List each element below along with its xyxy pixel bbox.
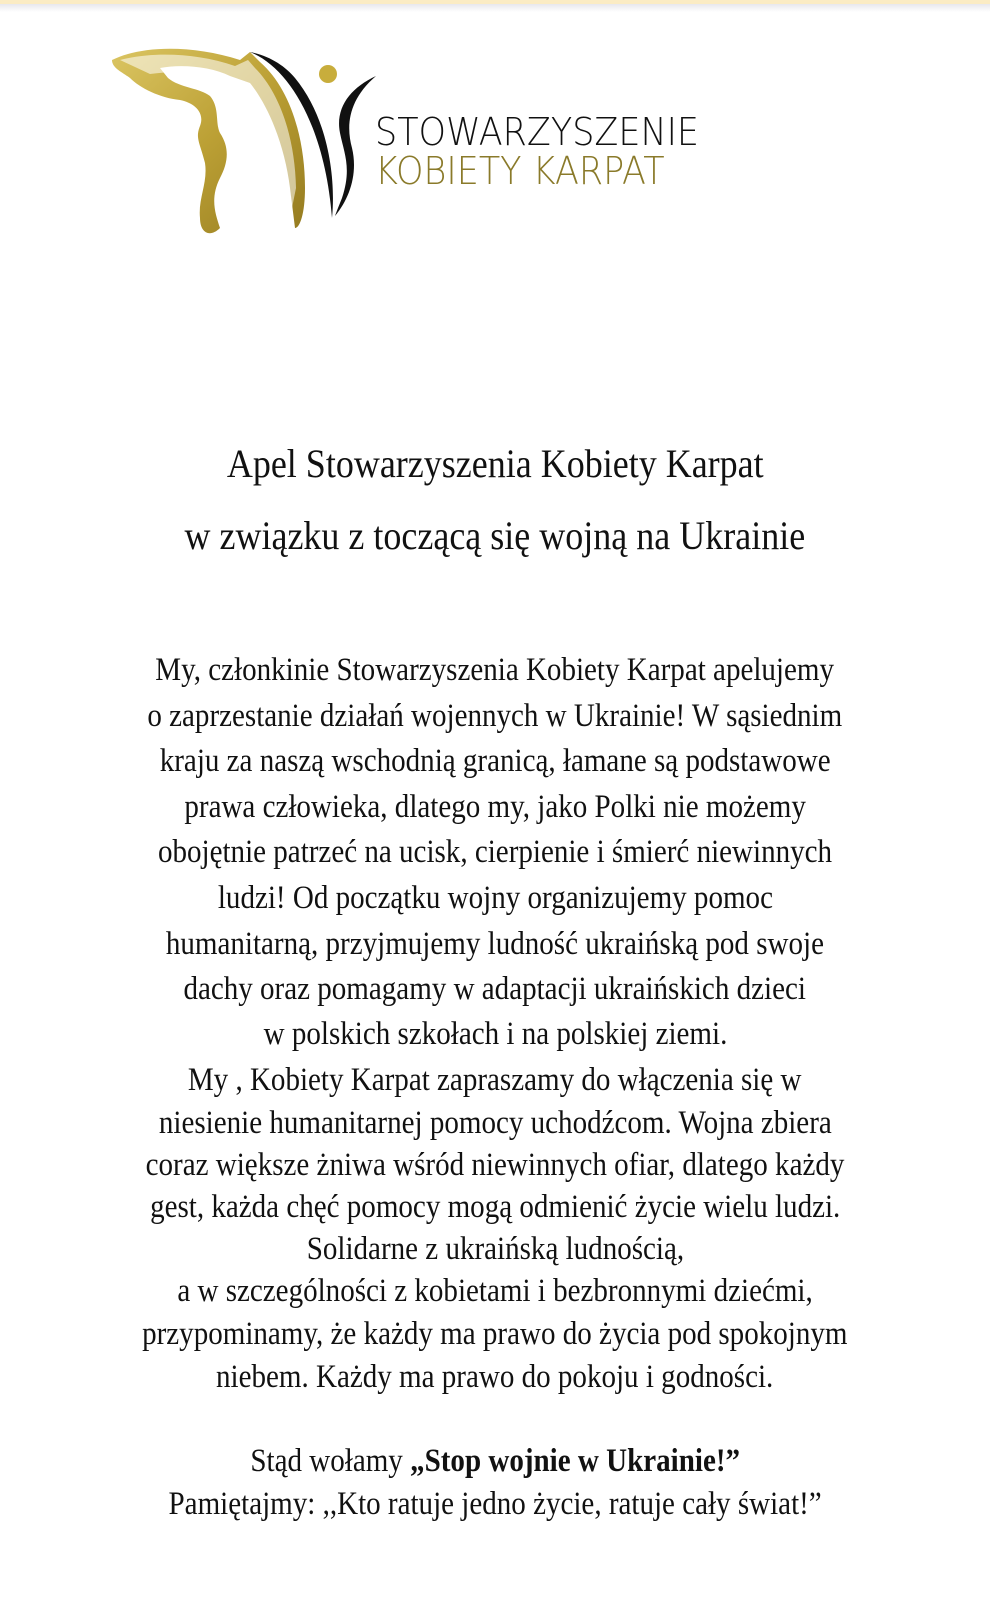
- body-line: o zaprzestanie działań wojennych w Ukrainie! W sąsiednim: [147, 698, 843, 734]
- title-line-2: w związku z toczącą się wojną na Ukrainie: [184, 513, 806, 558]
- body-line: niebem. Każdy ma prawo do pokoju i godności.: [216, 1359, 774, 1395]
- body-line: dachy oraz pomagamy w adaptacji ukraińskich dzieci: [183, 971, 807, 1007]
- body-line: My, członkinie Stowarzyszenia Kobiety Karpat apelujemy: [155, 652, 835, 688]
- closing-quote: Pamiętajmy: ,,Kto ratuje jedno życie, ratuje cały świat!”: [168, 1486, 822, 1522]
- closing-call-prefix: Stąd wołamy: [250, 1443, 410, 1479]
- body-line: kraju za naszą wschodnią granicą, łamane są podstawowe: [159, 743, 831, 779]
- body-line: a w szczególności z kobietami i bezbronnymi dziećmi,: [177, 1273, 813, 1309]
- body-line: przypominamy, że każdy ma prawo do życia pod spokojnym: [142, 1316, 848, 1352]
- logo: [100, 38, 700, 248]
- body-line: humanitarną, przyjmujemy ludność ukraińską pod swoje: [165, 926, 825, 962]
- body-line: Solidarne z ukraińską ludnością,: [306, 1231, 684, 1267]
- top-shadow: [0, 4, 990, 12]
- body-line: ludzi! Od początku wojny organizujemy pomoc: [217, 880, 773, 916]
- page-title: [0, 440, 990, 487]
- title-line-1: Apel Stowarzyszenia Kobiety Karpat: [226, 441, 764, 486]
- body-line: niesienie humanitarnej pomocy uchodźcom. Wojna zbiera: [158, 1105, 832, 1141]
- logo-text-association: STOWARZYSZENIE: [375, 110, 700, 154]
- logo-emblem-icon: [100, 38, 380, 248]
- body-line: My , Kobiety Karpat zapraszamy do włączenia się w: [188, 1062, 802, 1098]
- body-line: gest, każda chęć pomocy mogą odmienić życie wielu ludzi.: [149, 1189, 841, 1225]
- body-line: obojętnie patrzeć na ucisk, cierpienie i śmierć niewinnych: [157, 834, 833, 870]
- closing-call-slogan: „Stop wojnie w Ukrainie!”: [409, 1443, 740, 1479]
- body-line: coraz większe żniwa wśród niewinnych ofiar, dlatego każdy: [145, 1147, 845, 1183]
- logo-text-name: KOBIETY KARPAT: [375, 149, 665, 193]
- closing-call: [0, 1443, 990, 1480]
- page-subtitle: [0, 512, 990, 559]
- body-line: prawa człowieka, dlatego my, jako Polki nie możemy: [184, 789, 806, 825]
- body-line: w polskich szkołach i na polskiej ziemi.: [263, 1016, 727, 1052]
